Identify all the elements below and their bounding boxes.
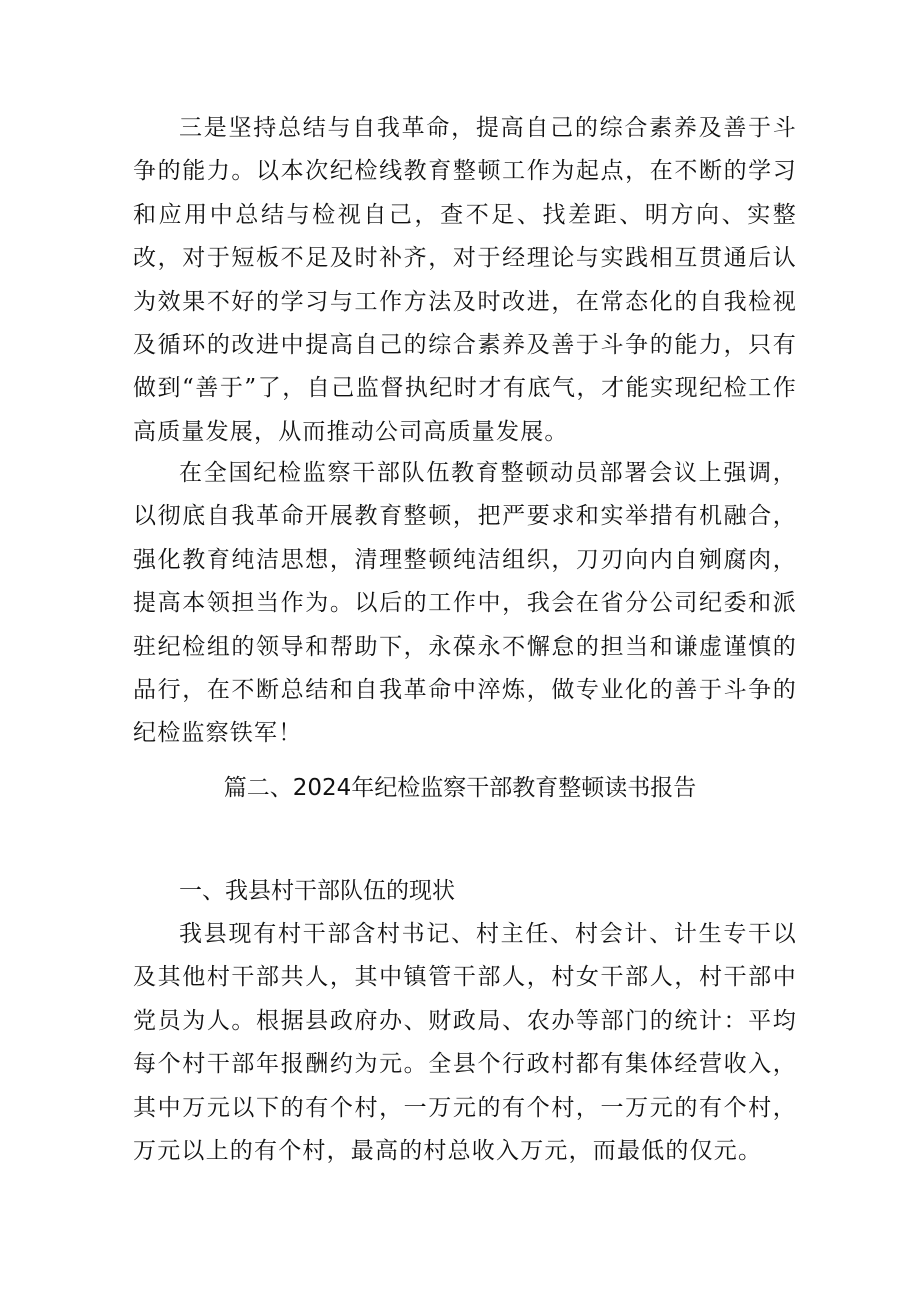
section-title: 篇二、2024年纪检监察干部教育整顿读书报告 xyxy=(223,775,697,801)
paragraph-village-cadres-status: 我县现有村干部含村书记、村主任、村会计、计生专干以及其他村干部共人，其中镇管干部人，村女干部人，村干部中党员为人。根据县政府办、财政局、农办等部门的统计：平均每个村干部年报酬约为元。全县个行政村都有集体经营收入，其中万元以下的有个村，一万元的有个村，一万元的有个村，万元以上的有个村，最高的村总收入万元，而最低的仅元。 xyxy=(133,921,797,1165)
paragraph-self-revolution: 三是坚持总结与自我革命，提高自己的综合素养及善于斗争的能力。以本次纪检线教育整顿工作为起点，在不断的学习和应用中总结与检视自己，查不足、找差距、明方向、实整改，对于短板不足及时补齐，对于经理论与实践相互贯通后认为效果不好的学习与工作方法及时改进，在常态化的自我检视及循环的改进中提高自己的综合素养及善于斗争的能力，只有做到“善于”了，自己监督执纪时才有底气，才能实现纪检工作高质量发展，从而推动公司高质量发展。 xyxy=(133,115,797,445)
paragraph-education-rectification: 在全国纪检监察干部队伍教育整顿动员部署会议上强调，以彻底自我革命开展教育整顿，把严要求和实举措有机融合，强化教育纯洁思想，清理整顿纯洁组织，刀刃向内自剜腐肉，提高本领担当作为。以后的工作中，我会在省分公司纪委和派驻纪检组的领导和帮助下，永葆永不懈怠的担当和谦虚谨慎的品行，在不断总结和自我革命中淬炼，做专业化的善于斗争的纪检监察铁军！ xyxy=(133,460,797,747)
subheading-village-cadres: 一、我县村干部队伍的现状 xyxy=(179,878,455,904)
